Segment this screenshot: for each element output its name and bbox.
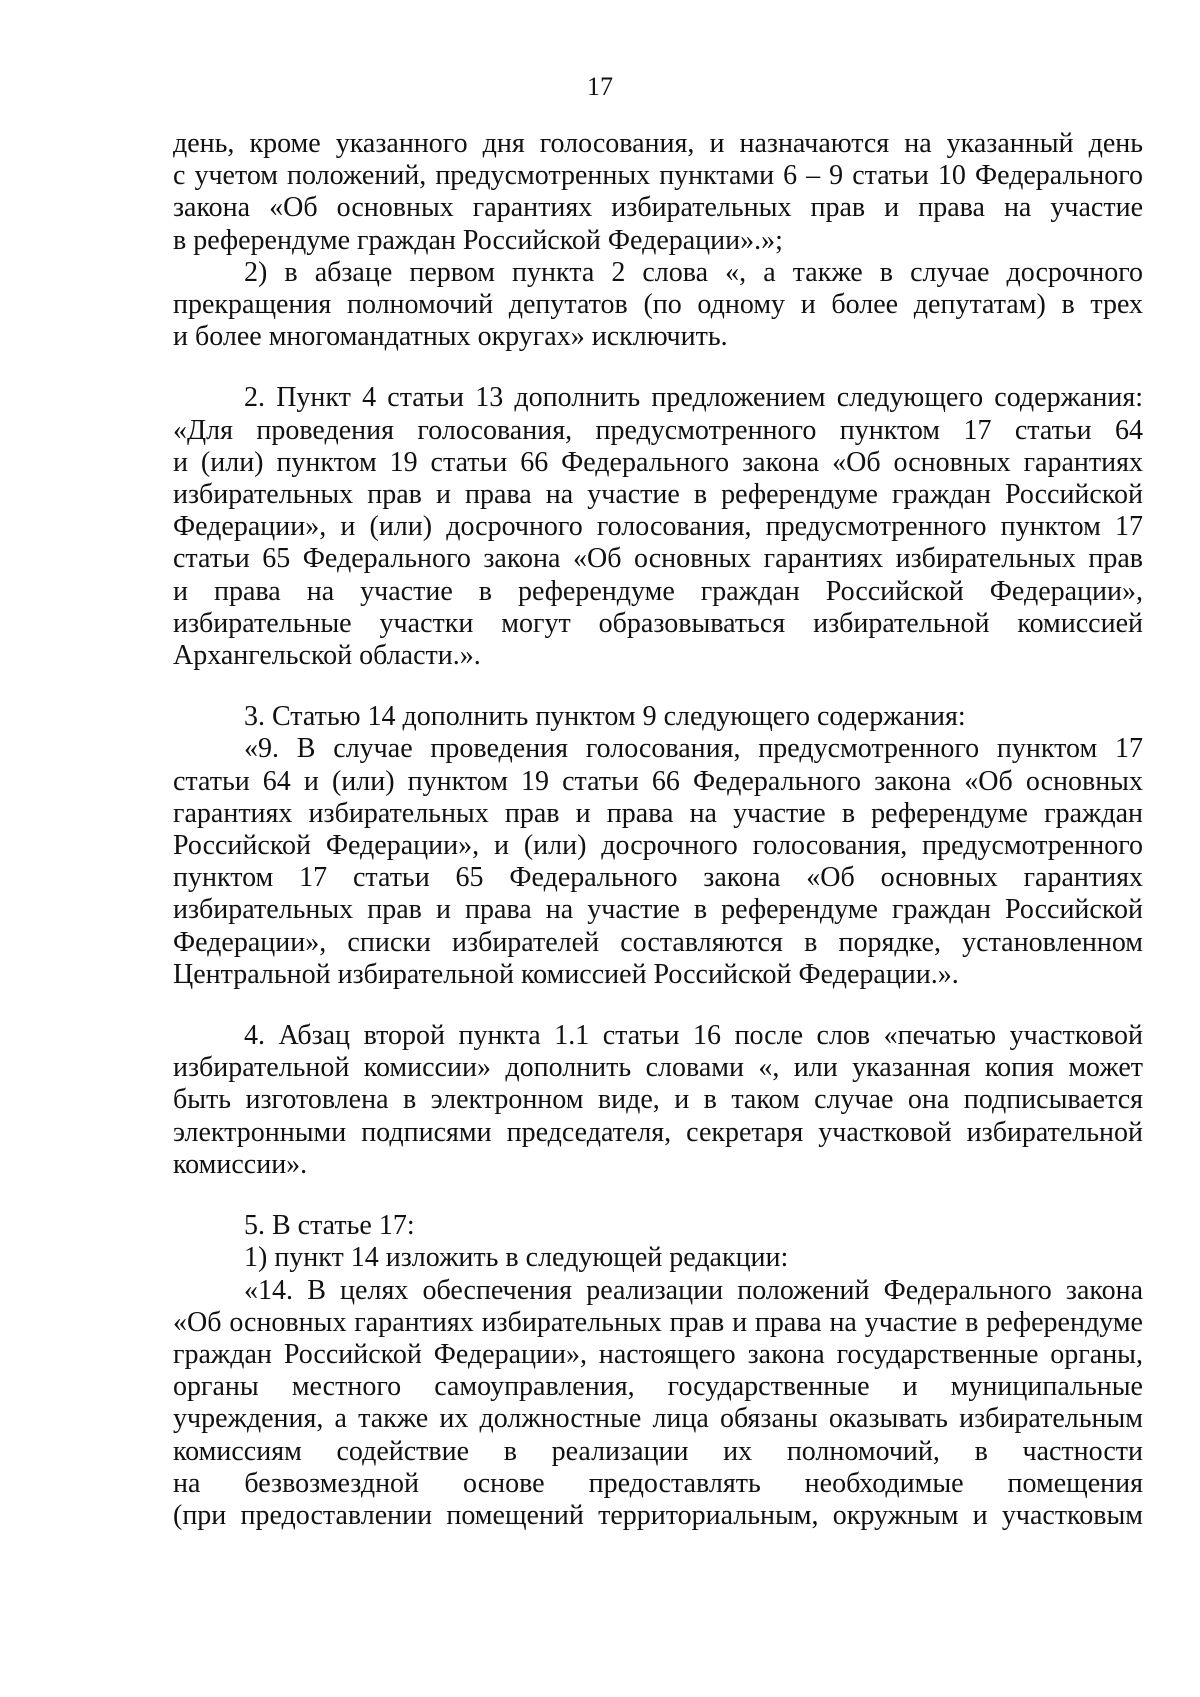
text-line: учреждения, а также их должностные лица обязаны оказывать избирательным [173, 1403, 1143, 1435]
text-line: Архангельской области.». [173, 640, 481, 672]
text-line: с учетом положений, предусмотренных пунктами 6 – 9 статьи 10 Федерального [173, 160, 1143, 192]
text-line: комиссии». [173, 1148, 308, 1180]
text-line: пунктом 17 статьи 65 Федерального закона «Об основных гарантиях [173, 862, 1143, 894]
text-line: органы местного самоуправления, государственные и муниципальные [173, 1371, 1143, 1403]
text-line: избирательной комиссии» дополнить словами «, или указанная копия может [173, 1052, 1143, 1084]
text-line: статьи 65 Федерального закона «Об основных гарантиях избирательных прав [173, 543, 1143, 575]
text-line: «9. В случае проведения голосования, предусмотренного пунктом 17 [244, 733, 1143, 765]
text-line: 3. Статью 14 дополнить пунктом 9 следующего содержания: [244, 701, 966, 733]
text-line: «Для проведения голосования, предусмотренного пунктом 17 статьи 64 [173, 414, 1143, 446]
text-line: 4. Абзац второй пункта 1.1 статьи 16 после слов «печатью участковой [244, 1020, 1143, 1052]
text-line: на безвозмездной основе предоставлять необходимые помещения [173, 1467, 1143, 1499]
text-line: 1) пункт 14 изложить в следующей редакции: [244, 1242, 789, 1274]
text-line: «14. В целях обеспечения реализации положений Федерального закона [244, 1274, 1143, 1306]
text-line: комиссиям содействие в реализации их полномочий, в частности [173, 1435, 1143, 1467]
text-line: прекращения полномочий депутатов (по одному и более депутатам) в трех [173, 289, 1143, 321]
text-line: 2) в абзаце первом пункта 2 слова «, а также в случае досрочного [244, 256, 1143, 288]
text-line: и права на участие в референдуме граждан Российской Федерации», [173, 575, 1143, 607]
text-line: в референдуме граждан Российской Федерации».»; [173, 224, 783, 256]
text-line: Центральной избирательной комиссией Российской Федерации.». [173, 958, 959, 990]
text-line: 2. Пункт 4 статьи 13 дополнить предложением следующего содержания: [244, 382, 1143, 414]
text-line: Российской Федерации», и (или) досрочного голосования, предусмотренного [173, 830, 1143, 862]
text-line: «Об основных гарантиях избирательных прав и права на участие в референдуме [173, 1306, 1143, 1338]
document-body [173, 128, 1143, 1532]
text-line: электронными подписями председателя, секретаря участковой избирательной [173, 1116, 1143, 1148]
text-line: (при предоставлении помещений территориальным, окружным и участковым [173, 1499, 1143, 1531]
text-line: быть изготовлена в электронном виде, и в таком случае она подписывается [173, 1084, 1143, 1116]
text-line: и более многомандатных округах» исключить. [173, 321, 728, 353]
text-line: закона «Об основных гарантиях избирательных прав и права на участие [173, 192, 1143, 224]
text-line: Федерации», списки избирателей составляются в порядке, установленном [173, 926, 1143, 958]
text-line: день, кроме указанного дня голосования, и назначаются на указанный день [173, 128, 1143, 159]
page-number: 17 [587, 72, 613, 101]
text-line: Федерации», и (или) досрочного голосования, предусмотренного пунктом 17 [173, 511, 1143, 543]
text-line: избирательные участки могут образовываться избирательной комиссией [173, 607, 1143, 639]
text-line: избирательных прав и права на участие в референдуме граждан Российской [173, 894, 1143, 926]
text-line: граждан Российской Федерации», настоящего закона государственные органы, [173, 1338, 1143, 1370]
text-line: 5. В статье 17: [244, 1210, 415, 1242]
text-line: статьи 64 и (или) пунктом 19 статьи 66 Федерального закона «Об основных [173, 765, 1143, 797]
text-line: гарантиях избирательных прав и права на участие в референдуме граждан [173, 797, 1143, 829]
text-line: избирательных прав и права на участие в референдуме граждан Российской [173, 479, 1143, 511]
text-line: и (или) пунктом 19 статьи 66 Федерального закона «Об основных гарантиях [173, 446, 1143, 478]
